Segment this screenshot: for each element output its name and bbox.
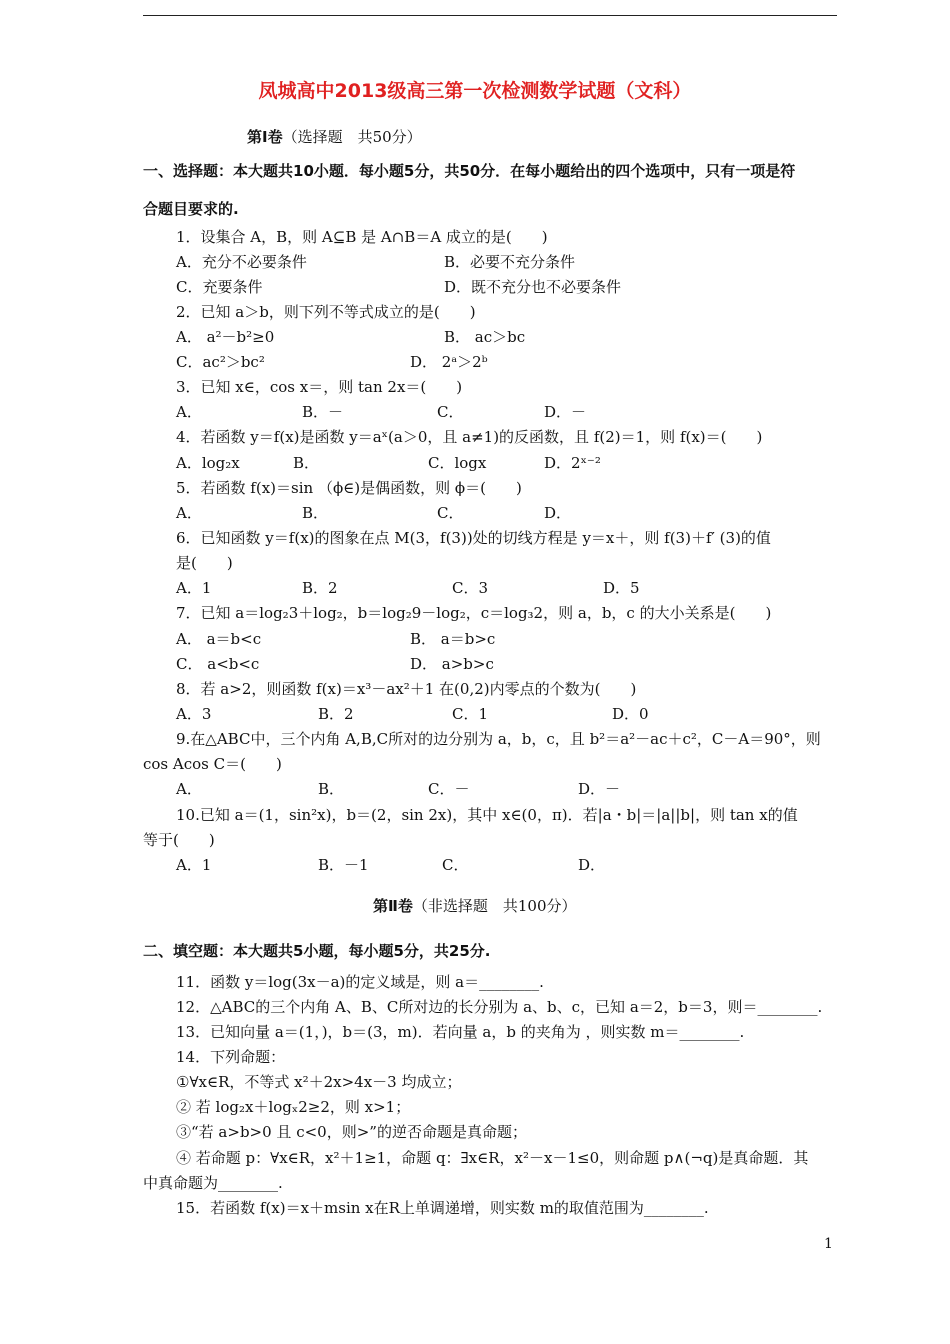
q7-stem: 7．已知 a＝log₂3＋log₂，b＝log₂9－log₂，c＝log₃2，则 a，b，c 的大小关系是( ) (176, 604, 772, 622)
q8-option-d: D．0 (612, 705, 649, 723)
q6-option-b: B．2 (302, 579, 338, 597)
q7-option-d: D． a>b>c (410, 655, 494, 673)
q7-option-c: C． a<b<c (176, 655, 260, 673)
q2-option-a: A． a²－b²≥0 (176, 328, 275, 346)
q6-option-c: C．3 (452, 579, 489, 597)
q9-option-d: D．－ (578, 780, 621, 798)
q7-option-a: A． a＝b<c (176, 630, 262, 648)
q2-option-c: C．ac²＞bc² (176, 353, 265, 371)
q14-stem: 14．下列命题： (176, 1048, 286, 1066)
section1-line2: 合题目要求的. (143, 200, 239, 218)
q15-stem: 15．若函数 f(x)＝x＋msin x在R上单调递增，则实数 m的取值范围为________. (176, 1199, 709, 1217)
part1-label: 第Ⅰ卷 (247, 128, 283, 146)
q9-stem-line2: cos Acos C＝( ) (143, 755, 282, 773)
q1-option-a: A．充分不必要条件 (176, 253, 307, 271)
page-title: 凤城高中2013级高三第一次检测数学试题（文科） (258, 80, 692, 102)
q5-option-d: D． (544, 504, 572, 522)
part2-note: （非选择题 共100分） (412, 897, 577, 915)
section2-heading: 二、填空题：本大题共5小题，每小题5分，共25分. (143, 942, 491, 960)
q1-option-c: C．充要条件 (176, 278, 263, 296)
q4-option-d: D．2ˣ⁻² (544, 454, 601, 472)
q3-option-a: A． (176, 403, 202, 421)
q11-stem: 11．函数 y＝log(3x－a)的定义域是，则 a＝________. (176, 973, 544, 991)
part1-note: （选择题 共50分） (282, 128, 422, 146)
q6-stem-line1: 6．已知函数 y＝f(x)的图象在点 M(3，f(3))处的切线方程是 y＝x＋，则 f(3)＋f′ (3)的值 (176, 529, 771, 547)
q8-option-c: C．1 (452, 705, 489, 723)
q6-option-d: D．5 (603, 579, 640, 597)
q1-option-d: D．既不充分也不必要条件 (444, 278, 622, 296)
page-number: 1 (824, 1236, 833, 1252)
q4-stem: 4．若函数 y＝f(x)是函数 y＝aˣ(a＞0，且 a≠1)的反函数，且 f(2)＝1，则 f(x)＝( ) (176, 428, 763, 446)
q5-option-a: A． (176, 504, 202, 522)
q4-option-c: C．logx (428, 454, 487, 472)
q10-option-a: A．1 (176, 856, 212, 874)
header-rule (143, 15, 837, 16)
q3-option-b: B．－ (302, 403, 344, 421)
q5-option-c: C． (437, 504, 464, 522)
q5-stem: 5．若函数 f(x)＝sin （ϕ∈)是偶函数，则 ϕ＝( ) (176, 479, 522, 497)
q8-option-b: B．2 (318, 705, 354, 723)
q4-option-a: A．log₂x (176, 454, 240, 472)
q7-option-b: B． a＝b>c (410, 630, 496, 648)
q3-option-c: C． (437, 403, 464, 421)
q9-option-c: C．－ (428, 780, 470, 798)
q5-option-b: B． (302, 504, 329, 522)
q4-option-b: B． (293, 454, 320, 472)
q3-stem: 3．已知 x∈，cos x＝，则 tan 2x＝( ) (176, 378, 463, 396)
q2-option-d: D． 2ᵃ＞2ᵇ (410, 353, 488, 371)
q6-stem-line2: 是( ) (176, 554, 233, 572)
q14-statement-1: ①∀x∈R，不等式 x²＋2x>4x－3 均成立； (176, 1073, 462, 1091)
q8-option-a: A．3 (176, 705, 212, 723)
q9-option-b: B． (318, 780, 345, 798)
part2-heading (373, 896, 577, 916)
q9-option-a: A． (176, 780, 202, 798)
q1-stem: 1．设集合 A，B，则 A⊆B 是 A∩B＝A 成立的是( ) (176, 228, 548, 246)
q13-stem: 13．已知向量 a＝(1，)，b＝(3，m)．若向量 a，b 的夹角为 ，则实数 m＝________. (176, 1023, 745, 1041)
q10-option-b: B．－1 (318, 856, 369, 874)
q10-stem-line1: 10.已知 a＝(1，sin²x)，b＝(2，sin 2x)，其中 x∈(0，π)．若|a・b|＝|a||b|，则 tan x的值 (176, 806, 798, 824)
q2-option-b: B． ac＞bc (444, 328, 526, 346)
q10-option-d: D． (578, 856, 606, 874)
q6-option-a: A．1 (176, 579, 212, 597)
q10-stem-line2: 等于( ) (143, 831, 215, 849)
q14-statement-4: ④ 若命题 p：∀x∈R，x²＋1≥1，命题 q：∃x∈R，x²－x－1≤0，则命题 p∧(¬q)是真命题．其 (176, 1149, 809, 1167)
q8-stem: 8．若 a>2，则函数 f(x)＝x³－ax²＋1 在(0,2)内零点的个数为( ) (176, 680, 637, 698)
q3-option-d: D．－ (544, 403, 587, 421)
q1-option-b: B．必要不充分条件 (444, 253, 576, 271)
q10-option-c: C． (442, 856, 469, 874)
q9-stem-line1: 9.在△ABC中，三个内角 A,B,C所对的边分别为 a，b，c，且 b²＝a²－ac＋c²，C－A＝90°，则 (176, 730, 821, 748)
section1-line1: 一、选择题：本大题共10小题．每小题5分，共50分．在每小题给出的四个选项中，只有一项是符 (143, 162, 796, 180)
part1-heading (247, 127, 422, 147)
q14-statement-3: ③“若 a>b>0 且 c<0，则>”的逆否命题是真命题； (176, 1123, 527, 1141)
q14-statement-2: ② 若 log₂x＋logₓ2≥2，则 x>1； (176, 1098, 411, 1116)
q14-statement-4-cont: 中真命题为________. (143, 1174, 283, 1192)
part2-label: 第Ⅱ卷 (373, 897, 413, 915)
q2-stem: 2．已知 a＞b，则下列不等式成立的是( ) (176, 303, 476, 321)
q12-stem: 12．△ABC的三个内角 A、B、C所对边的长分别为 a、b、c，已知 a＝2，b＝3，则＝________. (176, 998, 823, 1016)
